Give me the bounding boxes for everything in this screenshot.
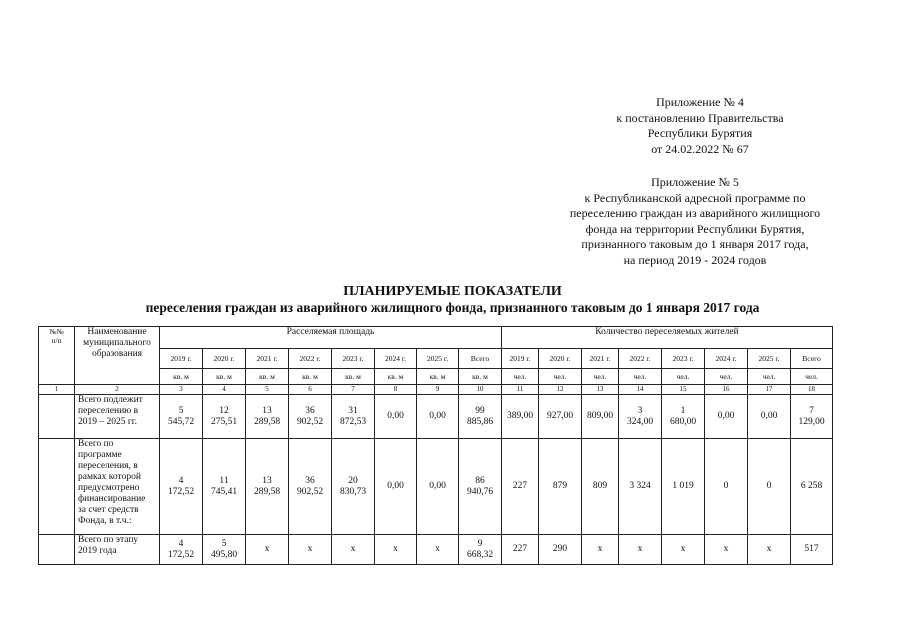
residents-value: x — [705, 535, 748, 565]
year-header: 2022 г. — [289, 349, 332, 369]
unit-label: чел. — [582, 369, 619, 385]
residents-value: 3 324,00 — [619, 395, 662, 439]
column-header-number: №№ п/п — [39, 327, 75, 385]
column-number: 6 — [289, 385, 332, 395]
residents-value: 517 — [791, 535, 833, 565]
year-header: 2025 г. — [748, 349, 791, 369]
year-header: 2020 г. — [539, 349, 582, 369]
residents-value: x — [582, 535, 619, 565]
residents-value: 7 129,00 — [791, 395, 833, 439]
appendix-line: Республики Бурятия — [647, 126, 753, 140]
residents-value: 1 680,00 — [662, 395, 705, 439]
column-number: 8 — [375, 385, 417, 395]
unit-label: чел. — [619, 369, 662, 385]
unit-label: чел. — [662, 369, 705, 385]
column-number: 4 — [203, 385, 246, 395]
group-header-area: Расселяемая площадь — [160, 327, 502, 349]
residents-value: 227 — [502, 439, 539, 535]
residents-value: 0 — [748, 439, 791, 535]
year-header: 2019 г. — [160, 349, 203, 369]
area-value: 4 172,52 — [160, 439, 203, 535]
area-value: 5 545,72 — [160, 395, 203, 439]
year-header: 2024 г. — [705, 349, 748, 369]
residents-value: x — [662, 535, 705, 565]
area-value: 31 872,53 — [332, 395, 375, 439]
unit-label: кв. м — [246, 369, 289, 385]
residents-value: 290 — [539, 535, 582, 565]
residents-value: x — [748, 535, 791, 565]
table-row — [39, 535, 833, 565]
residents-value: 3 324 — [619, 439, 662, 535]
area-value: 0,00 — [375, 395, 417, 439]
area-value: 11 745,41 — [203, 439, 246, 535]
area-value: x — [289, 535, 332, 565]
row-number — [39, 439, 75, 535]
unit-label: кв. м — [417, 369, 459, 385]
area-value: 0,00 — [375, 439, 417, 535]
row-number — [39, 395, 75, 439]
municipality-name: Всего подлежит переселению в 2019 – 2025 гг. — [75, 395, 160, 439]
area-value: x — [375, 535, 417, 565]
appendix-line: переселению граждан из аварийного жилищного — [569, 206, 821, 220]
appendix-line: к Республиканской адресной программе по — [584, 190, 806, 205]
appendix-line: от 24.02.2022 № 67 — [651, 141, 749, 156]
appendix-line: на период 2019 - 2024 годов — [623, 252, 767, 267]
year-header: 2021 г. — [246, 349, 289, 369]
indicators-table — [38, 326, 833, 565]
area-value: 13 289,58 — [246, 395, 289, 439]
table-row — [39, 439, 833, 535]
unit-label: чел. — [748, 369, 791, 385]
document-subtitle: переселения граждан из аварийного жилищного фонда, признанного таковым до 1 января 2017 года — [145, 300, 760, 315]
unit-label: кв. м — [375, 369, 417, 385]
appendix-line: фонда на территории Республики Бурятия, — [585, 221, 805, 236]
unit-label: кв. м — [332, 369, 375, 385]
year-header: 2024 г. — [375, 349, 417, 369]
area-value: x — [417, 535, 459, 565]
appendix-line: к постановлению Правительства — [616, 110, 784, 125]
municipality-name: Всего по этапу 2019 года — [75, 535, 160, 565]
appendix-line: Приложение № 4 — [656, 95, 744, 109]
residents-value: 6 258 — [791, 439, 833, 535]
year-header: Всего — [791, 349, 833, 369]
column-number: 10 — [459, 385, 502, 395]
column-number: 1 — [39, 385, 75, 395]
year-header: 2025 г. — [417, 349, 459, 369]
residents-value: 227 — [502, 535, 539, 565]
area-value: 13 289,58 — [246, 439, 289, 535]
area-value: 4 172,52 — [160, 535, 203, 565]
area-value: x — [332, 535, 375, 565]
document-title: ПЛАНИРУЕМЫЕ ПОКАЗАТЕЛИ — [343, 284, 562, 299]
residents-value: 1 019 — [662, 439, 705, 535]
residents-value: 809,00 — [582, 395, 619, 439]
column-number: 3 — [160, 385, 203, 395]
unit-label: чел. — [791, 369, 833, 385]
column-number: 12 — [539, 385, 582, 395]
column-number: 7 — [332, 385, 375, 395]
row-number — [39, 535, 75, 565]
unit-label: чел. — [705, 369, 748, 385]
area-value: x — [246, 535, 289, 565]
municipality-name: Всего по программе переселения, в рамках которой предусмотрено финансирование за счет средств Фонда, в т.ч.: — [75, 439, 160, 535]
group-header-residents: Количество переселяемых жителей — [502, 327, 833, 349]
residents-value: 0,00 — [748, 395, 791, 439]
appendix-line: Приложение № 5 — [651, 175, 739, 189]
unit-label: кв. м — [160, 369, 203, 385]
year-header: 2021 г. — [582, 349, 619, 369]
residents-value: 0,00 — [705, 395, 748, 439]
residents-value: x — [619, 535, 662, 565]
column-number: 16 — [705, 385, 748, 395]
column-number: 9 — [417, 385, 459, 395]
residents-value: 389,00 — [502, 395, 539, 439]
year-header: Всего — [459, 349, 502, 369]
unit-label: чел. — [539, 369, 582, 385]
area-value: 12 275,51 — [203, 395, 246, 439]
year-header: 2023 г. — [662, 349, 705, 369]
column-number: 17 — [748, 385, 791, 395]
residents-value: 879 — [539, 439, 582, 535]
year-header: 2019 г. — [502, 349, 539, 369]
column-header-name: Наименование муниципального образования — [75, 327, 160, 385]
residents-value: 809 — [582, 439, 619, 535]
column-number: 15 — [662, 385, 705, 395]
residents-value: 0 — [705, 439, 748, 535]
year-header: 2023 г. — [332, 349, 375, 369]
area-value: 36 902,52 — [289, 439, 332, 535]
column-number: 5 — [246, 385, 289, 395]
area-value: 86 940,76 — [459, 439, 502, 535]
year-header: 2020 г. — [203, 349, 246, 369]
unit-label: кв. м — [203, 369, 246, 385]
unit-label: чел. — [502, 369, 539, 385]
area-value: 9 668,32 — [459, 535, 502, 565]
appendix-4-header — [600, 95, 800, 157]
area-value: 20 830,73 — [332, 439, 375, 535]
area-value: 0,00 — [417, 439, 459, 535]
area-value: 5 495,80 — [203, 535, 246, 565]
column-number: 11 — [502, 385, 539, 395]
column-number: 18 — [791, 385, 833, 395]
area-value: 99 885,86 — [459, 395, 502, 439]
unit-label: кв. м — [459, 369, 502, 385]
column-number: 2 — [75, 385, 160, 395]
year-header: 2022 г. — [619, 349, 662, 369]
residents-value: 927,00 — [539, 395, 582, 439]
column-number: 13 — [582, 385, 619, 395]
column-number: 14 — [619, 385, 662, 395]
table-row — [39, 395, 833, 439]
appendix-line: признанного таковым до 1 января 2017 года, — [581, 237, 809, 251]
area-value: 36 902,52 — [289, 395, 332, 439]
appendix-5-header — [545, 175, 845, 268]
area-value: 0,00 — [417, 395, 459, 439]
unit-label: кв. м — [289, 369, 332, 385]
